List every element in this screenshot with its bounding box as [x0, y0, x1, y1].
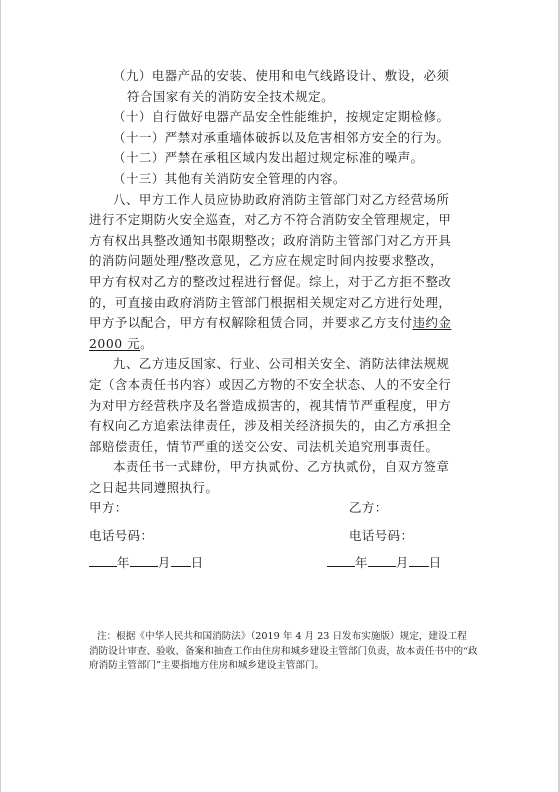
party-a-phone-label: 电话号码：: [89, 528, 154, 543]
month-label: 月: [157, 555, 171, 570]
article-8-line-7: [89, 313, 481, 334]
article-9-line-4: 有权向乙方追索法律责任，涉及相关经济损失的，由乙方承担全: [89, 418, 452, 434]
article-9-line-1: 九、乙方违反国家、行业、公司相关安全、消防法律法规规: [113, 356, 450, 372]
article-8-line-3: 方有权出具整改通知书限期整改；政府消防主管部门对乙方开具: [89, 232, 452, 248]
party-a-label: 甲方：: [89, 500, 128, 515]
year-label: 年: [117, 555, 130, 570]
clause-11: （十一）严禁对承重墙体破拆以及危害相邻方安全的行为。: [113, 129, 450, 145]
clause-12: （十二）严禁在承租区域内发出超过规定标准的噪声。: [113, 150, 424, 166]
footnote-line-2: 消防设计审查、验收、备案和抽查工作由住房和城乡建设主管部门负责，故本责任书中的“政: [89, 645, 478, 657]
day-blank: [171, 554, 191, 567]
year-label: 年: [355, 555, 368, 570]
article-8-line-4: 的消防问题处理/整改意见，乙方应在规定时间内按要求整改，: [89, 253, 444, 269]
article-9-line-3: 为对甲方经营秩序及名誉造成损害的，视其情节严重程度，甲方: [89, 397, 452, 413]
article-8-line-6: 的，可直接由政府消防主管部门根据相关规定对乙方进行处理，: [89, 294, 452, 310]
day-blank: [409, 554, 429, 567]
footnote-line-3: 府消防主管部门”主要指地方住房和城乡建设主管部门。: [89, 660, 325, 671]
closing-line-2: 之日起共同遵照执行。: [89, 479, 219, 495]
article-9-line-5: 部赔偿责任，情节严重的送交公安、司法机关追究刑事责任。: [89, 438, 439, 454]
contract-body: [89, 66, 481, 498]
article-9-line-2: 定（含本责任书内容）或因乙方物的不安全状态、人的不安全行: [89, 376, 452, 392]
clause-9-line-2: 符合国家有关的消防安全技术规定。: [127, 88, 335, 104]
footnote: [89, 630, 481, 674]
footnote-line-1: 注：根据《中华人民共和国消防法》（2019 年 4 月 23 日发布实施版）规定，建设工程: [97, 631, 467, 642]
article-8-period: 。: [140, 335, 154, 351]
party-b-date: [327, 553, 442, 571]
month-label: 月: [395, 555, 409, 570]
article-8-line-5: 甲方有权对乙方的整改过程进行督促。综上，对于乙方拒不整改: [89, 273, 452, 289]
clause-9-line-1: （九）电器产品的安装、使用和电气线路设计、敷设，必须: [113, 68, 450, 83]
article-8-line-2: 进行不定期防火安全巡查，对乙方不符合消防安全管理规定，甲: [89, 212, 452, 228]
clause-10: （十）自行做好电器产品安全性能维护，按规定定期检修。: [113, 109, 450, 125]
day-label: 日: [190, 555, 204, 570]
day-label: 日: [428, 555, 442, 570]
party-b-phone-label: 电话号码：: [349, 528, 414, 543]
year-blank: [327, 554, 355, 567]
article-8-line-8: [89, 334, 481, 355]
closing-line-1: 本责任书一式肆份，甲方执贰份、乙方执贰份，自双方签章: [113, 459, 450, 475]
article-8-line-7-text: 甲方予以配合，甲方有权解除租赁合同，并要求乙方支付: [89, 315, 413, 331]
party-a-date: [89, 553, 204, 571]
year-blank: [89, 554, 117, 567]
clause-13: （十三）其他有关消防安全管理的内容。: [113, 170, 346, 186]
month-blank: [130, 554, 158, 567]
article-8-line-1: 八、甲方工作人员应协助政府消防主管部门对乙方经营场所: [113, 191, 450, 207]
month-blank: [368, 554, 396, 567]
party-b-label: 乙方：: [349, 500, 388, 515]
penalty-label: 违约金: [412, 315, 452, 331]
penalty-amount: 2000 元: [89, 335, 141, 351]
